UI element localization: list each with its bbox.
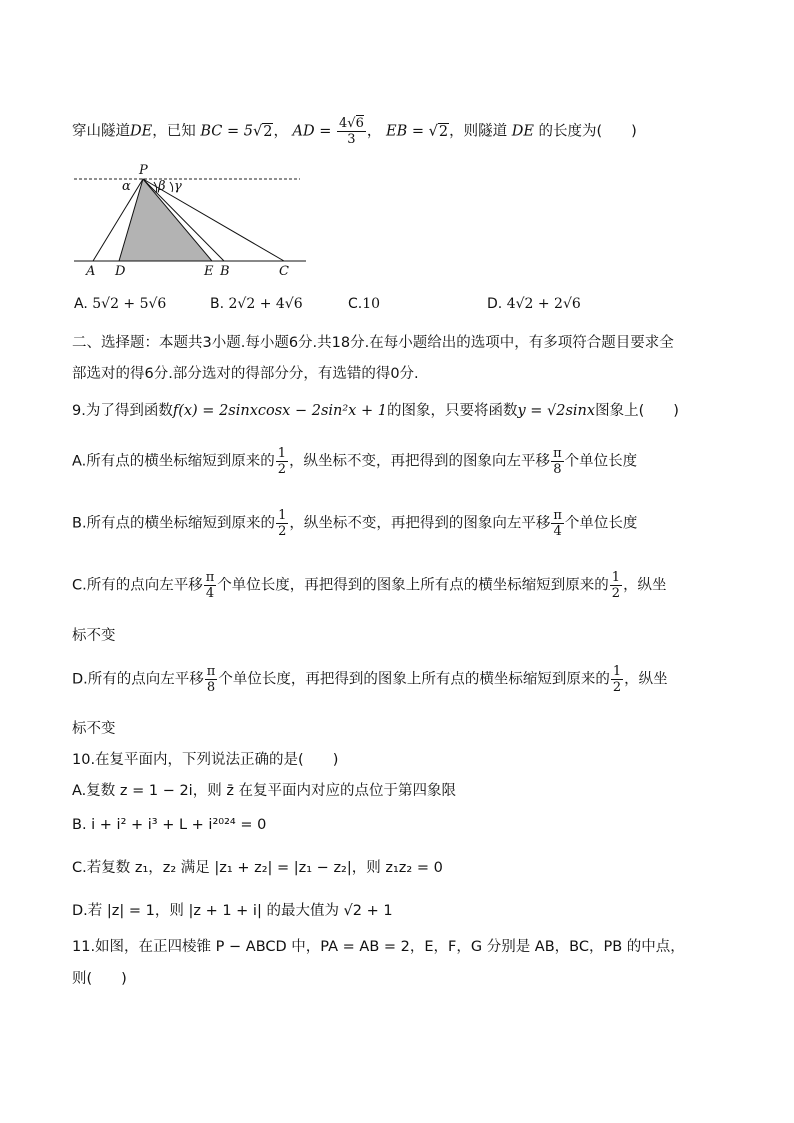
q9-option-c: C.所有的点向左平移 $\frac{\pi}{4}$ 个单位长度，再把得到的图象上所有点的横坐标缩短到原来的 $\frac{1}{2}$ ，纵坐 — [72, 570, 667, 601]
q10-option-c: C.若复数 z₁，z₂ 满足 |z₁ + z₂| = |z₁ − z₂|，则 z₁z₂ = 0 — [72, 860, 443, 876]
label-P: P — [139, 163, 148, 178]
q10-option-d: D.若 |z| = 1，则 |z + 1 + i| 的最大值为 √2 + 1 — [72, 903, 393, 919]
q8-suffix2: 的长度为( ) — [538, 123, 637, 140]
q8-figure — [66, 162, 316, 280]
q10-stem: 10.在复平面内，下列说法正确的是( ) — [72, 752, 339, 768]
q10-option-b: B. i + i² + i³ + L + i²⁰²⁴ = 0 — [72, 817, 267, 833]
label-A: A — [86, 264, 96, 279]
q8-known: ，已知 — [152, 123, 196, 140]
q8-bc-rad: 2 — [263, 123, 273, 140]
q11-stem-line2: 则( ) — [72, 971, 127, 987]
q8-option-c: C.10 — [348, 296, 381, 312]
q9-stem: 9.为了得到函数f(x) = 2sinxcosx − 2sin²x + 1的图象，只要将函数y = √2sinx图象上( ) — [72, 403, 679, 419]
q9-option-a: A.所有点的横坐标缩短到原来的 $\frac{1}{2}$ ，纵坐标不变，再把得到的图象向左平移 $\frac{\pi}{8}$ 个单位长度 — [72, 446, 638, 477]
q8-bc: BC = 5 — [200, 123, 253, 140]
q9-func2: y = √2sinx — [517, 403, 596, 419]
q8-eb-rad: 2 — [438, 123, 449, 140]
q8-option-d: D. 4√2 + 2√6 — [487, 296, 581, 312]
q8-ad: AD = — [292, 123, 332, 140]
q10-option-a: A.复数 z = 1 − 2i，则 z̄ 在复平面内对应的点位于第四象限 — [72, 783, 457, 799]
section2-line1: 二、选择题：本题共3小题.每小题6分.共18分.在每小题给出的选项中，有多项符合题目要求全 — [72, 335, 674, 351]
section2-line2: 部选对的得6分.部分选对的得部分分，有选错的得0分. — [72, 366, 419, 382]
q9-option-c-cont: 标不变 — [72, 628, 116, 644]
label-gamma: γ — [174, 179, 182, 194]
q8-suffix1: ，则隧道 — [449, 123, 508, 140]
label-C: C — [279, 264, 289, 279]
label-E: E — [204, 264, 214, 279]
q8-stem: 穿山隧道DE，已知 BC = 5√2， AD = $\frac{4√6}{3}$ ， EB = √2，则隧道 DE 的长度为( ) — [72, 116, 637, 147]
label-alpha: α — [122, 179, 131, 194]
q8-option-a: A. 5√2 + 5√6 — [74, 296, 167, 312]
label-beta: β — [158, 179, 166, 194]
q9-option-d: D.所有的点向左平移 $\frac{\pi}{8}$ 个单位长度，再把得到的图象上所有点的横坐标缩短到原来的 $\frac{1}{2}$ ，纵坐 — [72, 664, 668, 695]
q8-ad-frac: $\frac{4√6}{3}$ — [339, 116, 364, 147]
q9-option-b: B.所有点的横坐标缩短到原来的 $\frac{1}{2}$ ，纵坐标不变，再把得到的图象向左平移 $\frac{\pi}{4}$ 个单位长度 — [72, 508, 638, 539]
label-D: D — [115, 264, 126, 279]
q8-eb: EB = — [385, 123, 424, 140]
angle-gamma-arc — [170, 182, 173, 192]
q11-stem-line1: 11.如图，在正四棱锥 P − ABCD 中，PA = AB = 2，E，F，G 分别是 AB，BC，PB 的中点， — [72, 939, 685, 955]
q8-tunnel: DE — [130, 123, 153, 140]
q9-option-d-cont: 标不变 — [72, 721, 116, 737]
q9-func: f(x) = 2sinxcosx − 2sin²x + 1 — [172, 403, 387, 419]
q8-stem-prefix: 穿山隧道 — [72, 123, 130, 140]
q8-option-b: B. 2√2 + 4√6 — [210, 296, 303, 312]
label-B: B — [220, 264, 230, 279]
